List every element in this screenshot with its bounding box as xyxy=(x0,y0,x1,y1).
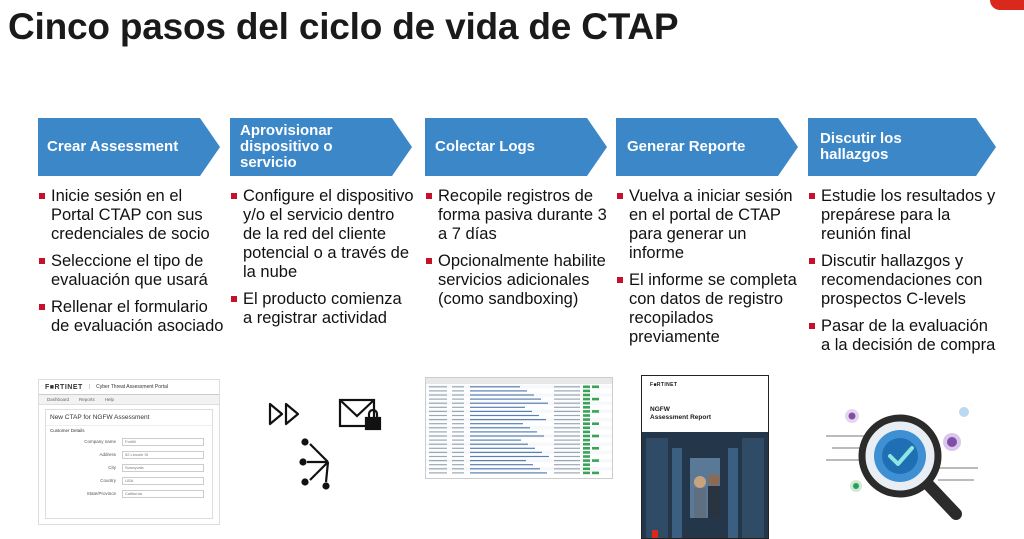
logs-row xyxy=(426,385,612,389)
step-1-bullets xyxy=(38,187,226,344)
step-2-bullet: El producto comienza a registrar actividad xyxy=(230,290,414,328)
datacenter-photo xyxy=(642,432,768,538)
logs-row xyxy=(426,414,612,418)
logs-row xyxy=(426,430,612,434)
logs-row xyxy=(426,455,612,459)
portal-field-value: Fortilli xyxy=(122,438,204,446)
logs-row xyxy=(426,426,612,430)
step-3-bullet: Recopile registros de forma pasiva durante 3 a 7 días xyxy=(425,187,611,244)
step-3-header xyxy=(425,118,607,176)
step-2-bullet: Configure el dispositivo y/o el servicio dentro de la red del cliente potencial o a través de la nube xyxy=(230,187,414,282)
logs-table-graphic xyxy=(426,378,612,478)
corner-brand-tab xyxy=(990,0,1024,10)
portal-header: F■RTINET | Cyber Threat Assessment Portal xyxy=(39,380,219,395)
step-3-bullet: Opcionalmente habilite servicios adicionales (como sandboxing) xyxy=(425,252,611,309)
network-split-icon xyxy=(301,440,329,489)
portal-field-label: Country xyxy=(100,478,116,483)
step-5-bullet: Pasar de la evaluación a la decisión de compra xyxy=(808,317,996,355)
portal-form-row xyxy=(46,448,212,461)
portal-field-label: City xyxy=(108,465,116,470)
portal-nav xyxy=(39,395,219,405)
logs-row xyxy=(426,418,612,422)
portal-field-value: USA xyxy=(122,477,204,485)
step-2-label: Aprovisionar dispositivo o servicio xyxy=(240,122,333,171)
step-5-bullet: Discutir hallazgos y recomendaciones con prospectos C-levels xyxy=(808,252,996,309)
portal-field-value: California xyxy=(122,490,204,498)
step-1-bullet: Inicie sesión en el Portal CTAP con sus credenciales de socio xyxy=(38,187,226,244)
step-4-header xyxy=(616,118,798,176)
portal-form-title: New CTAP for NGFW Assessment xyxy=(46,410,212,426)
step-2-header xyxy=(230,118,412,176)
step-1-bullet: Rellenar el formulario de evaluación asociado xyxy=(38,298,226,336)
report-title xyxy=(650,406,711,422)
step-1-header xyxy=(38,118,220,176)
report-title-line1: NGFW xyxy=(650,406,670,413)
logs-row xyxy=(426,471,612,475)
portal-field-value: Sunnyvale xyxy=(122,464,204,472)
report-title-line2: Assessment Report xyxy=(650,414,712,421)
step-5-header xyxy=(808,118,996,176)
portal-nav-reports: Reports xyxy=(79,397,95,402)
logs-row xyxy=(426,397,612,401)
portal-screenshot xyxy=(38,379,220,525)
logs-row xyxy=(426,406,612,410)
step-5-label: Discutir los hallazgos xyxy=(820,130,902,163)
logs-row xyxy=(426,447,612,451)
step-4-label: Generar Reporte xyxy=(627,138,746,155)
logs-row xyxy=(426,442,612,446)
magnifier-check-icon xyxy=(818,398,986,526)
logs-row xyxy=(426,393,612,397)
portal-section-title: Customer Details xyxy=(50,428,85,433)
step-4-bullets xyxy=(616,187,802,355)
report-fortinet-logo: F■RTINET xyxy=(650,382,678,388)
portal-nav-dashboard: Dashboard xyxy=(47,397,70,402)
logs-row xyxy=(426,389,612,393)
slide-title: Cinco pasos del ciclo de vida de CTAP xyxy=(8,6,679,47)
logs-row xyxy=(426,434,612,438)
fortinet-logo: F■RTINET xyxy=(45,383,83,391)
portal-field-value: 52 Lincoln St xyxy=(122,451,204,459)
report-cover xyxy=(641,375,769,539)
step-3-label: Colectar Logs xyxy=(435,138,536,155)
logs-row xyxy=(426,463,612,467)
portal-app-name: Cyber Threat Assessment Portal xyxy=(96,384,168,390)
logs-row xyxy=(426,467,612,471)
step-1-bullet: Seleccione el tipo de evaluación que usará xyxy=(38,252,226,290)
logs-table-screenshot xyxy=(425,377,613,479)
magnifier-check-illustration xyxy=(818,398,986,526)
portal-field-label: State/Province xyxy=(86,491,116,496)
logs-row xyxy=(426,459,612,463)
mail-lock-icon xyxy=(340,400,380,429)
portal-field-label: Address xyxy=(99,452,116,457)
logs-row xyxy=(426,451,612,455)
logs-row xyxy=(426,422,612,426)
portal-form-row xyxy=(46,461,212,474)
step-2-bullets xyxy=(230,187,414,336)
provision-icons-svg xyxy=(246,386,396,526)
fast-forward-icon xyxy=(270,404,298,424)
portal-form-row xyxy=(46,435,212,448)
step-1-label: Crear Assessment xyxy=(47,138,179,155)
step-5-bullet: Estudie los resultados y prepárese para la reunión final xyxy=(808,187,996,244)
logs-row xyxy=(426,401,612,405)
logs-row xyxy=(426,410,612,414)
portal-nav-help: Help xyxy=(104,397,115,402)
portal-form-row xyxy=(46,487,212,500)
provision-icons xyxy=(246,386,396,526)
portal-form-card xyxy=(45,409,213,519)
step-3-bullets xyxy=(425,187,611,317)
logs-header-row xyxy=(426,378,612,384)
step-4-bullet: El informe se completa con datos de registro recopilados previamente xyxy=(616,271,802,347)
logs-row xyxy=(426,438,612,442)
step-5-bullets xyxy=(808,187,996,363)
portal-field-label: Company name xyxy=(84,439,116,444)
step-4-bullet: Vuelva a iniciar sesión en el portal de CTAP para generar un informe xyxy=(616,187,802,263)
portal-form-row xyxy=(46,474,212,487)
